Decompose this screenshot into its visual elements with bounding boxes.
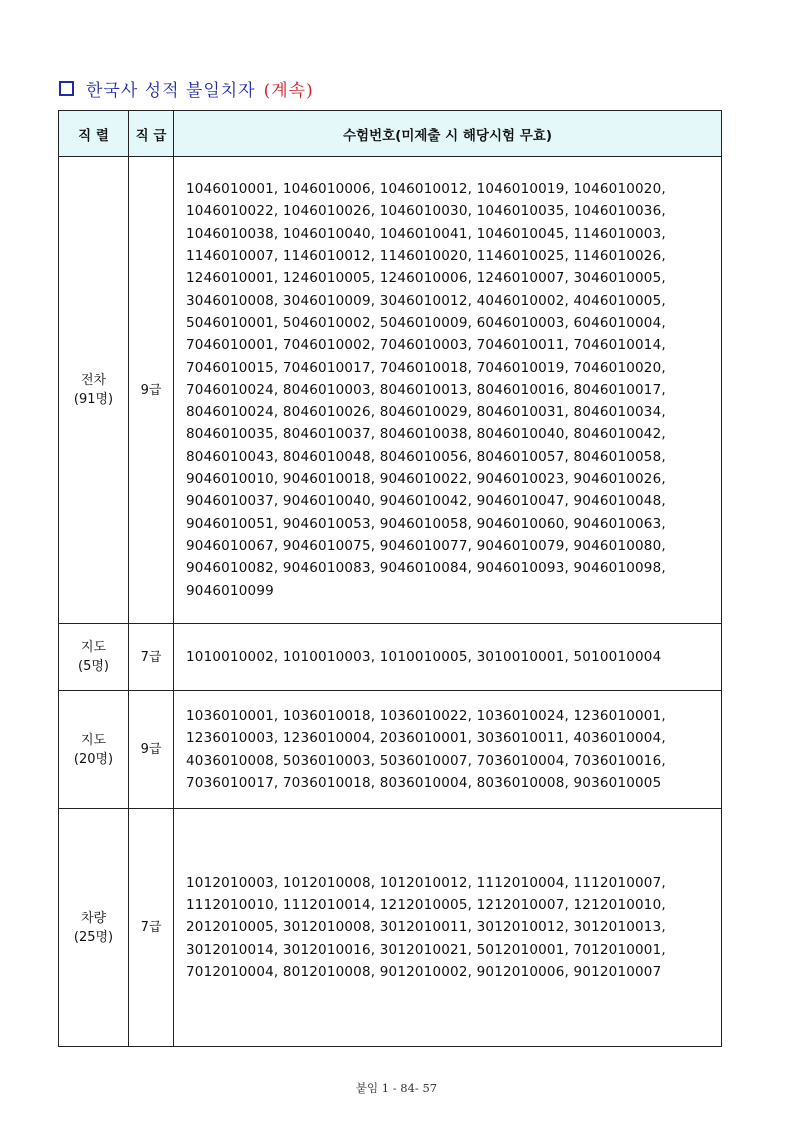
grade-cell: 7급: [129, 809, 174, 1047]
series-cell: [59, 624, 129, 691]
number-line: 7046010001, 7046010002, 7046010003, 7046010011, 7046010014,: [186, 337, 666, 354]
header-grade: 직 급: [129, 111, 174, 157]
series-cell: [59, 809, 129, 1047]
number-line: 7036010017, 7036010018, 8036010004, 8036010008, 9036010005: [186, 774, 662, 791]
number-line: 4036010008, 5036010003, 5036010007, 7036010004, 7036010016,: [186, 752, 666, 769]
number-line: 8046010024, 8046010026, 8046010029, 8046010031, 8046010034,: [186, 404, 666, 421]
series-cell: [59, 157, 129, 624]
exam-numbers-cell: [174, 809, 722, 1047]
page-footer: 붙임 1 - 84- 57: [355, 1081, 438, 1095]
mismatch-table: [58, 110, 722, 1047]
number-line: 9046010099: [186, 582, 274, 599]
grade-cell: 9급: [129, 691, 174, 809]
series-cell: [59, 691, 129, 809]
series-count: (25명): [73, 929, 114, 945]
number-line: 3012010014, 3012010016, 3012010021, 5012010001, 7012010001,: [186, 941, 666, 958]
number-line: 9046010037, 9046010040, 9046010042, 9046010047, 9046010048,: [186, 493, 666, 510]
number-line: 1112010010, 1112010014, 1212010005, 1212010007, 1212010010,: [186, 897, 666, 914]
number-line: 9046010082, 9046010083, 9046010084, 9046010093, 9046010098,: [186, 560, 666, 577]
number-line: 7046010024, 8046010003, 8046010013, 8046010016, 8046010017,: [186, 381, 666, 398]
number-line: 1236010003, 1236010004, 2036010001, 3036010011, 4036010004,: [186, 730, 666, 747]
table-header-row: [59, 111, 722, 157]
number-line: 1046010022, 1046010026, 1046010030, 1046010035, 1046010036,: [186, 203, 666, 220]
header-series: 직 렬: [59, 111, 129, 157]
section-title: 한국사 성적 불일치자: [86, 80, 256, 101]
number-line: 2012010005, 3012010008, 3012010011, 3012010012, 3012010013,: [186, 919, 666, 936]
number-line: 9046010067, 9046010075, 9046010077, 9046010079, 9046010080,: [186, 537, 666, 554]
grade-cell: 9급: [129, 157, 174, 624]
series-name: 전차: [80, 373, 107, 388]
number-line: 9046010051, 9046010053, 9046010058, 9046010060, 9046010063,: [186, 515, 666, 532]
series-count: (5명): [78, 659, 109, 674]
series-count: (91명): [73, 392, 114, 407]
exam-numbers-cell: [174, 624, 722, 691]
grade-cell: 7급: [129, 624, 174, 691]
number-line: 8046010043, 8046010048, 8046010056, 8046010057, 8046010058,: [186, 448, 666, 465]
number-line: 9046010010, 9046010018, 9046010022, 9046010023, 9046010026,: [186, 471, 666, 488]
number-line: 5046010001, 5046010002, 5046010009, 6046010003, 6046010004,: [186, 314, 666, 331]
series-count: (20명): [73, 751, 114, 767]
section-heading: [59, 76, 314, 100]
series-name: 차량: [80, 910, 107, 926]
series-name: 지도: [80, 732, 107, 748]
continued-label: (계속): [263, 80, 314, 101]
number-line: 1036010001, 1036010018, 1036010022, 1036010024, 1236010001,: [186, 707, 666, 724]
number-line: 3046010008, 3046010009, 3046010012, 4046010002, 4046010005,: [186, 292, 666, 309]
exam-numbers-cell: [174, 157, 722, 624]
table-row: [59, 691, 722, 809]
number-line: 7046010015, 7046010017, 7046010018, 7046010019, 7046010020,: [186, 359, 666, 376]
number-line: 1010010002, 1010010003, 1010010005, 3010010001, 5010010004: [186, 648, 662, 665]
table-row: [59, 624, 722, 691]
number-line: 1046010001, 1046010006, 1046010012, 1046010019, 1046010020,: [186, 181, 666, 198]
header-exam-numbers: 수험번호(미제출 시 해당시험 무효): [174, 111, 722, 157]
exam-numbers-cell: [174, 691, 722, 809]
series-name: 지도: [80, 640, 107, 655]
number-line: 1046010038, 1046010040, 1046010041, 1046010045, 1146010003,: [186, 225, 666, 242]
checkbox-square-icon: [59, 81, 74, 96]
number-line: 8046010035, 8046010037, 8046010038, 8046010040, 8046010042,: [186, 426, 666, 443]
number-line: 1012010003, 1012010008, 1012010012, 1112010004, 1112010007,: [186, 874, 666, 891]
table-row: [59, 809, 722, 1047]
number-line: 1246010001, 1246010005, 1246010006, 1246010007, 3046010005,: [186, 270, 666, 287]
table-row: [59, 157, 722, 624]
number-line: 7012010004, 8012010008, 9012010002, 9012010006, 9012010007: [186, 963, 662, 980]
number-line: 1146010007, 1146010012, 1146010020, 1146010025, 1146010026,: [186, 248, 666, 265]
